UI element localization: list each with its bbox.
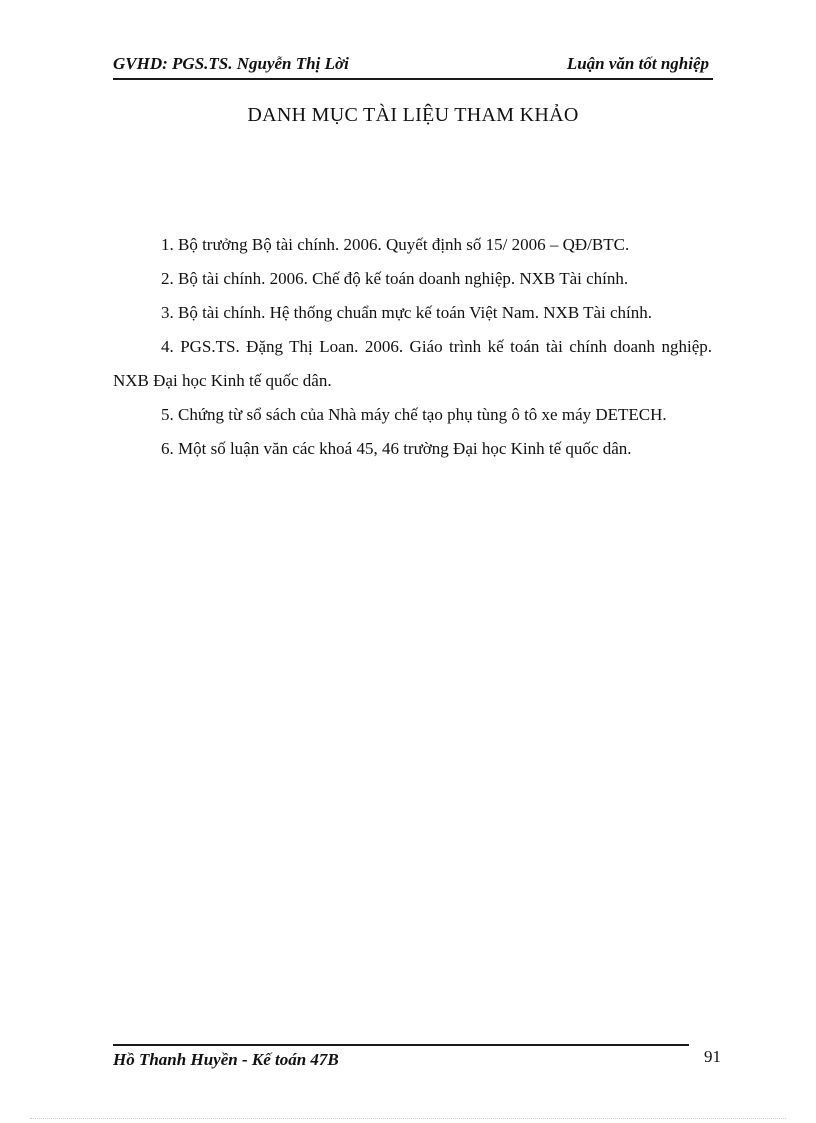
page-header [113, 52, 713, 80]
reference-item: 4. PGS.TS. Đặng Thị Loan. 2006. Giáo trình kế toán tài chính doanh nghiệp. NXB Đại học Kinh tế quốc dân. [113, 337, 712, 390]
reference-item: 1. Bộ trưởng Bộ tài chính. 2006. Quyết định số 15/ 2006 – QĐ/BTC. [161, 235, 630, 254]
reference-item: 2. Bộ tài chính. 2006. Chế độ kế toán doanh nghiệp. NXB Tài chính. [161, 269, 629, 288]
reference-list [113, 228, 712, 466]
reference-item: 3. Bộ tài chính. Hệ thống chuẩn mực kế toán Việt Nam. NXB Tài chính. [161, 303, 653, 322]
document-type-label: Luận văn tốt nghiệp [566, 54, 709, 73]
reference-item: 5. Chứng từ sổ sách của Nhà máy chế tạo phụ tùng ô tô xe máy DETECH. [161, 405, 667, 424]
author-label: Hồ Thanh Huyền - Kế toán 47B [113, 1050, 339, 1069]
reference-item: 6. Một số luận văn các khoá 45, 46 trường Đại học Kinh tế quốc dân. [161, 439, 632, 458]
page-footer [113, 1044, 689, 1074]
supervisor-label: GVHD: PGS.TS. Nguyễn Thị Lời [113, 54, 349, 73]
page-title: DANH MỤC TÀI LIỆU THAM KHẢO [247, 104, 579, 126]
page-bottom-divider [30, 1118, 786, 1119]
page-number: 91 [704, 1047, 721, 1066]
